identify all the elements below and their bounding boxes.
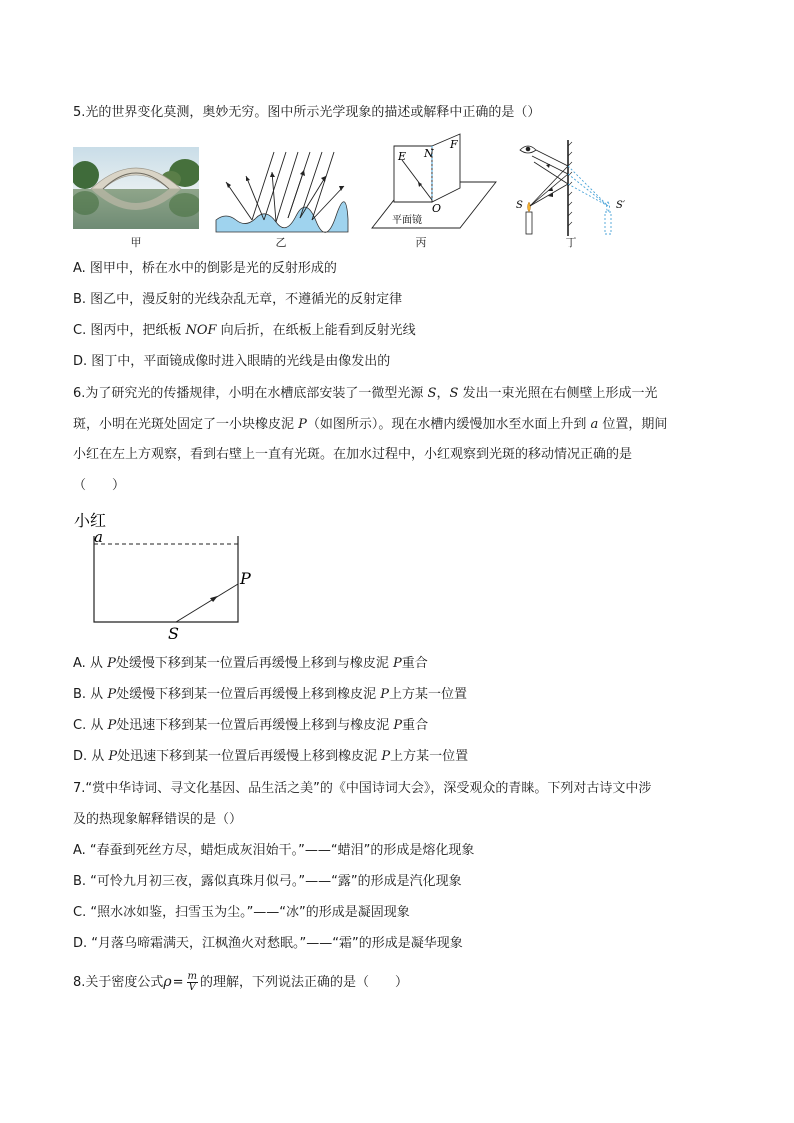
figure-bing-paper-board bbox=[368, 130, 500, 234]
q6-stem-line-2: 斑，小明在光斑处固定了一小块橡皮泥 P（如图所示）。现在水槽内缓慢加水至水面上升到 a 位置，期间 bbox=[73, 417, 668, 432]
q7-option-b: B. “可怜九月初三夜，露似真珠月似弓。”——“露”的形成是汽化现象 bbox=[73, 874, 462, 889]
q7-stem-line-1: 7.“赏中华诗词、寻文化基因、品生活之美”的《中国诗词大会》，深受观众的青睐。下列对古诗文中涉 bbox=[73, 781, 652, 796]
q5-option-b: B. 图乙中，漫反射的光线杂乱无章，不遵循光的反射定律 bbox=[73, 292, 403, 307]
q6-option-d: D. 从 P处迅速下移到某一位置后再缓慢上移到橡皮泥 P上方某一位置 bbox=[73, 749, 469, 764]
figure-jia-caption: 甲 bbox=[130, 236, 142, 249]
q7-option-d: D. “月落乌啼霜满天，江枫渔火对愁眠。”——“霜”的形成是凝华现象 bbox=[73, 936, 463, 951]
q6-option-b: B. 从 P处缓慢下移到某一位置后再缓慢上移到橡皮泥 P上方某一位置 bbox=[73, 687, 467, 702]
q6-tank-figure bbox=[72, 508, 272, 644]
q6-option-a: A. 从 P处缓慢下移到某一位置后再缓慢上移到与橡皮泥 P重合 bbox=[73, 656, 428, 671]
label-S: S bbox=[516, 200, 523, 211]
q7-option-a: A. “春蚕到死丝方尽，蜡炬成灰泪始干。”——“蜡泪”的形成是熔化现象 bbox=[73, 843, 475, 858]
q6-stem-line-1: 6.为了研究光的传播规律，小明在水槽底部安装了一微型光源 S，S 发出一束光照在右侧壁上形成一光 bbox=[73, 386, 658, 401]
q7-stem-line-2: 及的热现象解释错误的是（） bbox=[73, 812, 243, 827]
figure-ding-plane-mirror bbox=[510, 136, 636, 242]
label-S-prime: S′ bbox=[616, 200, 626, 211]
label-N: N bbox=[424, 147, 434, 160]
q5-stem: 5.光的世界变化莫测，奥妙无穷。图中所示光学现象的描述或解释中正确的是（） bbox=[73, 105, 541, 120]
q5-option-c: C. 图丙中，把纸板 NOF 向后折，在纸板上能看到反射光线 bbox=[73, 323, 416, 338]
label-a: a bbox=[94, 528, 103, 546]
label-mirror: 平面镜 bbox=[392, 215, 422, 226]
q7-option-c: C. “照水冰如鉴，扫雪玉为尘。”——“冰”的形成是凝固现象 bbox=[73, 905, 410, 920]
density-fraction: $\frac{m}{V}$ bbox=[187, 971, 198, 993]
figure-bing-caption: 丙 bbox=[415, 236, 427, 249]
q6-stem-line-3: 小红在左上方观察，看到右壁上一直有光斑。在加水过程中，小红观察到光斑的移动情况正确的是 bbox=[73, 447, 633, 462]
label-S: S bbox=[168, 624, 179, 643]
figure-yi-caption: 乙 bbox=[275, 236, 287, 249]
label-E: E bbox=[398, 150, 407, 163]
q5-option-d: D. 图丁中，平面镜成像时进入眼睛的光线是由像发出的 bbox=[73, 354, 391, 369]
figure-ding-caption: 丁 bbox=[565, 236, 577, 249]
label-O: O bbox=[432, 202, 442, 215]
q6-option-c: C. 从 P处迅速下移到某一位置后再缓慢上移到与橡皮泥 P重合 bbox=[73, 718, 429, 733]
q5-option-a: A. 图甲中，桥在水中的倒影是光的反射形成的 bbox=[73, 261, 337, 276]
label-F: F bbox=[450, 138, 458, 151]
figure-yi-diffuse-reflection bbox=[212, 146, 350, 234]
label-P: P bbox=[240, 569, 251, 588]
label-xiaohong: 小红 bbox=[74, 511, 107, 530]
q8-stem: 8.关于密度公式ρ= $\frac{m}{V}$ 的理解，下列说法正确的是（ ） bbox=[73, 971, 409, 993]
q6-stem-line-4: （ ） bbox=[73, 478, 126, 493]
figure-jia-bridge-photo bbox=[73, 147, 199, 229]
